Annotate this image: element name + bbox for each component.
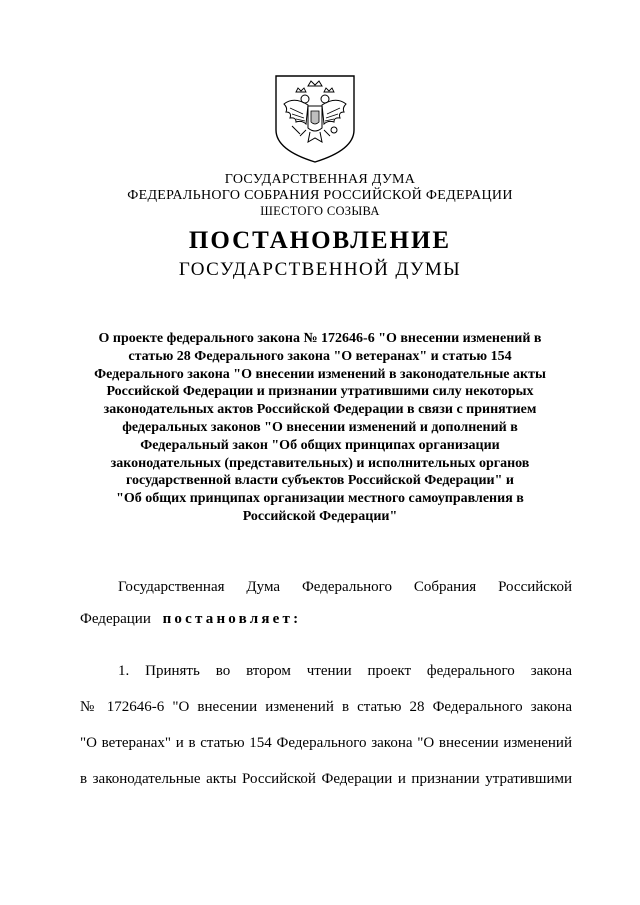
subject-line: статью 28 Федерального закона "О ветеранах" и статью 154 xyxy=(128,348,512,364)
subject-line: Российской Федерации" xyxy=(242,508,398,524)
document-subtitle: ГОСУДАРСТВЕННОЙ ДУМЫ xyxy=(178,259,462,280)
intro-paragraph-line-2 xyxy=(80,610,572,628)
issuer-line-1: ГОСУДАРСТВЕННАЯ ДУМА xyxy=(224,172,416,187)
subject-line: государственной власти субъектов Российской Федерации" и xyxy=(126,473,514,489)
intro-federation-text: Федерации xyxy=(80,611,151,627)
resolves-emphasis: постановляет: xyxy=(162,611,302,627)
subject-line: федеральных законов "О внесении изменений и дополнений в xyxy=(122,419,518,435)
subject-line: законодательных (представительных) и исполнительных органов xyxy=(110,455,530,471)
intro-paragraph-line-1: Государственная Дума Федерального Собрания Российской xyxy=(118,579,572,595)
subject-line: законодательных актов Российской Федерации в связи с принятием xyxy=(103,402,537,418)
resolution-subject xyxy=(60,330,580,526)
subject-line: Российской Федерации и признании утратившими силу некоторых xyxy=(106,384,534,400)
item1-line-3: "О ветеранах" и в статью 154 Федерального закона "О внесении изменений xyxy=(80,735,572,751)
coat-of-arms-emblem xyxy=(270,72,360,164)
subject-line: Федеральный закон "Об общих принципах организации xyxy=(140,437,500,453)
issuer-line-2: ФЕДЕРАЛЬНОГО СОБРАНИЯ РОССИЙСКОЙ ФЕДЕРАЦИИ xyxy=(127,188,513,203)
subject-line: "Об общих принципах организации местного самоуправления в xyxy=(116,491,524,507)
subject-line: О проекте федерального закона № 172646-6 "О внесении изменений в xyxy=(98,331,542,346)
document-title: ПОСТАНОВЛЕНИЕ xyxy=(188,227,452,254)
convocation-line: ШЕСТОГО СОЗЫВА xyxy=(260,204,380,218)
item1-line-2: № 172646-6 "О внесении изменений в статью 28 Федерального закона xyxy=(80,699,572,715)
item1-line-4: в законодательные акты Российской Федерации и признании утратившими xyxy=(80,771,572,787)
item1-line-1: 1. Принять во втором чтении проект федерального закона xyxy=(118,663,572,679)
subject-line: Федерального закона "О внесении изменений в законодательные акты xyxy=(94,366,546,382)
